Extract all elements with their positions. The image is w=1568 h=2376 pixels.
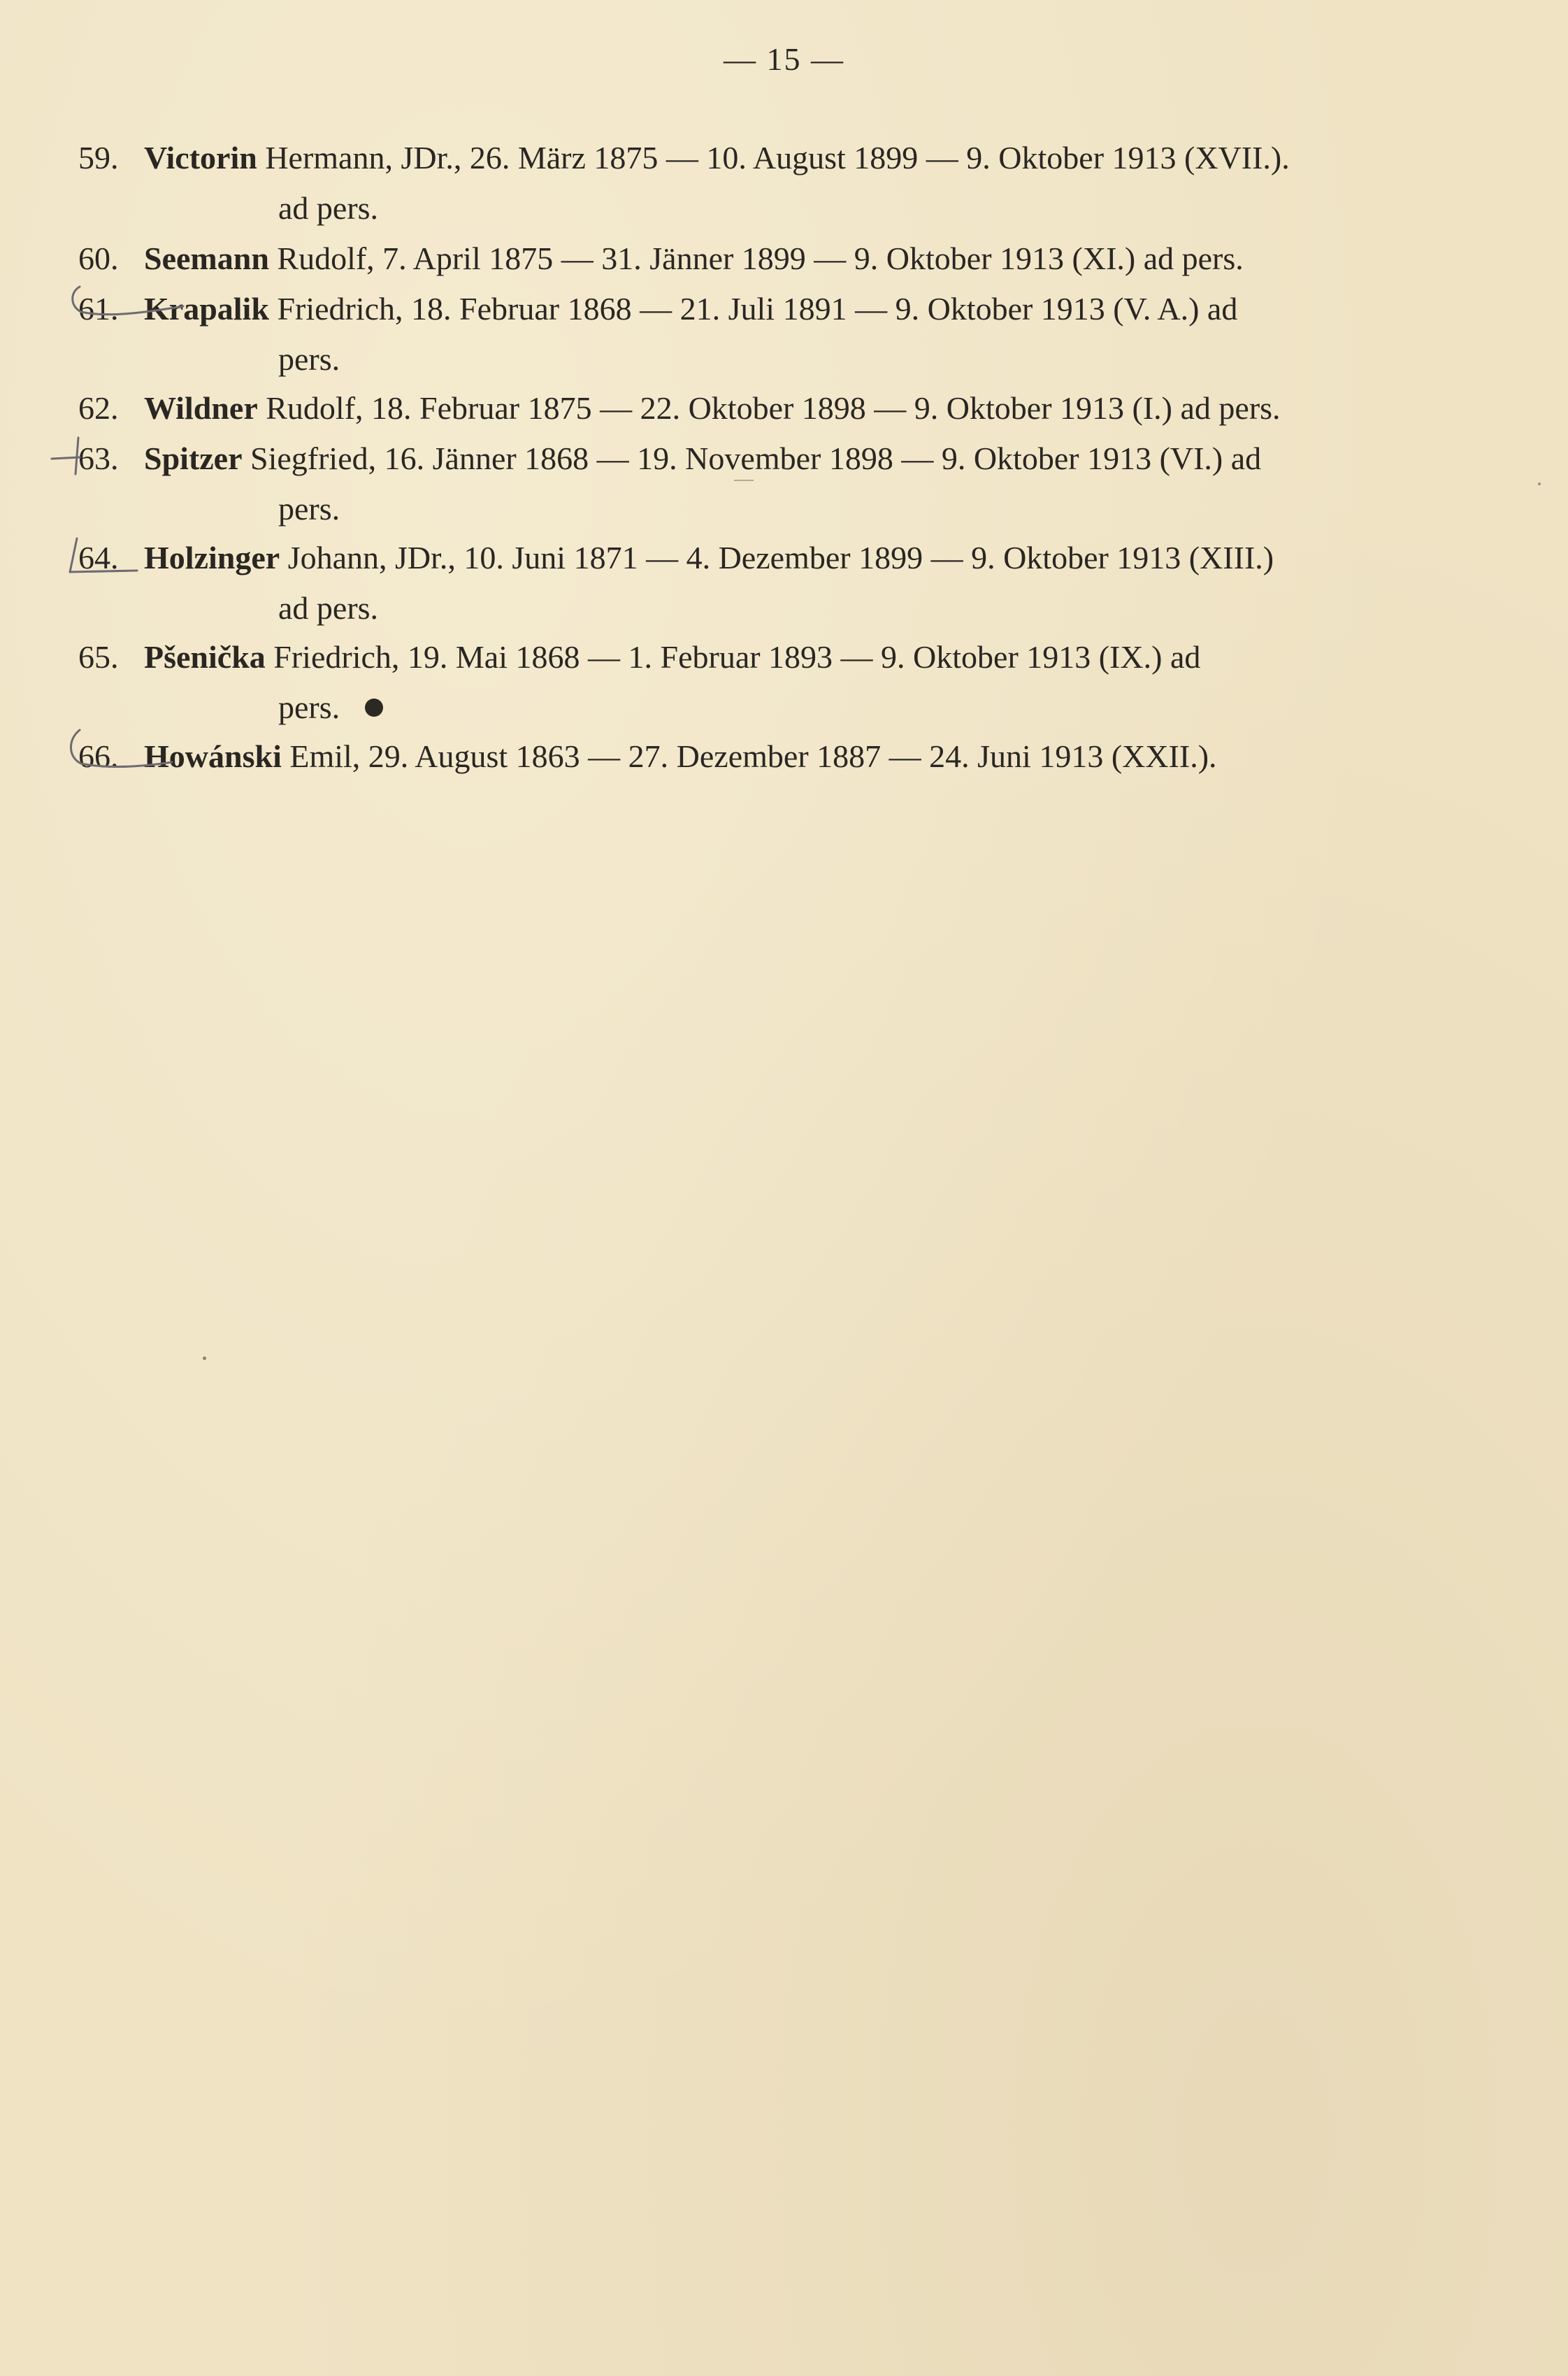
entry-surname: Holzinger [144,540,280,575]
entry-details: Rudolf, 7. April 1875 — 31. Jänner 1899 — 9. Oktober 1913 (XI.) ad pers. [268,241,1244,276]
entry-details: Hermann, JDr., 26. März 1875 — 10. August 1899 — 9. Oktober 1913 (XVII.). [257,140,1290,176]
page-number: — 15 — [724,41,844,77]
entry-text [144,234,1244,284]
entry-continuation-text: pers. [278,689,340,725]
entry-details: Friedrich, 18. Februar 1868 — 21. Juli 1891 — 9. Oktober 1913 (V. A.) ad [268,291,1238,327]
entry-details: Emil, 29. August 1863 — 27. Dezember 1887 — 24. Juni 1913 (XXII.). [281,738,1217,774]
entry-text [144,533,1274,583]
entry-surname: Victorin [144,140,257,176]
entry-details: Friedrich, 19. Mai 1868 — 1. Februar 1893 — 9. Oktober 1913 (IX.) ad [265,639,1201,675]
entry-number: 64. [78,540,119,575]
entry-surname: Seemann [144,241,269,276]
ink-dot-icon [365,699,383,717]
entry-details: Johann, JDr., 10. Juni 1871 — 4. Dezember 1899 — 9. Oktober 1913 (XIII.) [280,540,1274,575]
entry-number: 66. [78,738,119,774]
entry-number: 62. [78,390,119,426]
entry-continuation: ad pers. [278,590,379,626]
entry-surname: Krapalik [144,291,269,327]
entry-text [144,434,1261,484]
entry-number: 60. [78,241,119,276]
entry-text [144,284,1237,334]
paper-speck [734,480,754,481]
entry-text [144,632,1200,682]
entry-surname: Wildner [144,390,258,426]
entry-number: 63. [78,441,119,476]
entry-number: 61. [78,291,119,327]
entry-text [144,731,1217,782]
entry-surname: Spitzer [144,441,243,476]
paper-speck [1538,482,1541,485]
entry-continuation [278,682,383,733]
entry-text [144,133,1290,183]
paper-speck [203,1357,206,1360]
entry-details: Rudolf, 18. Februar 1875 — 22. Oktober 1898 — 9. Oktober 1913 (I.) ad pers. [257,390,1281,426]
entry-number: 59. [78,140,119,176]
entry-text [144,383,1281,434]
entry-surname: Pšenička [144,639,266,675]
entry-continuation: pers. [278,341,340,377]
entry-details: Siegfried, 16. Jänner 1868 — 19. November 1898 — 9. Oktober 1913 (VI.) ad [242,441,1262,476]
entry-continuation: pers. [278,491,340,527]
entry-continuation: ad pers. [278,190,379,226]
entry-surname: Howánski [144,738,282,774]
entry-number: 65. [78,639,119,675]
